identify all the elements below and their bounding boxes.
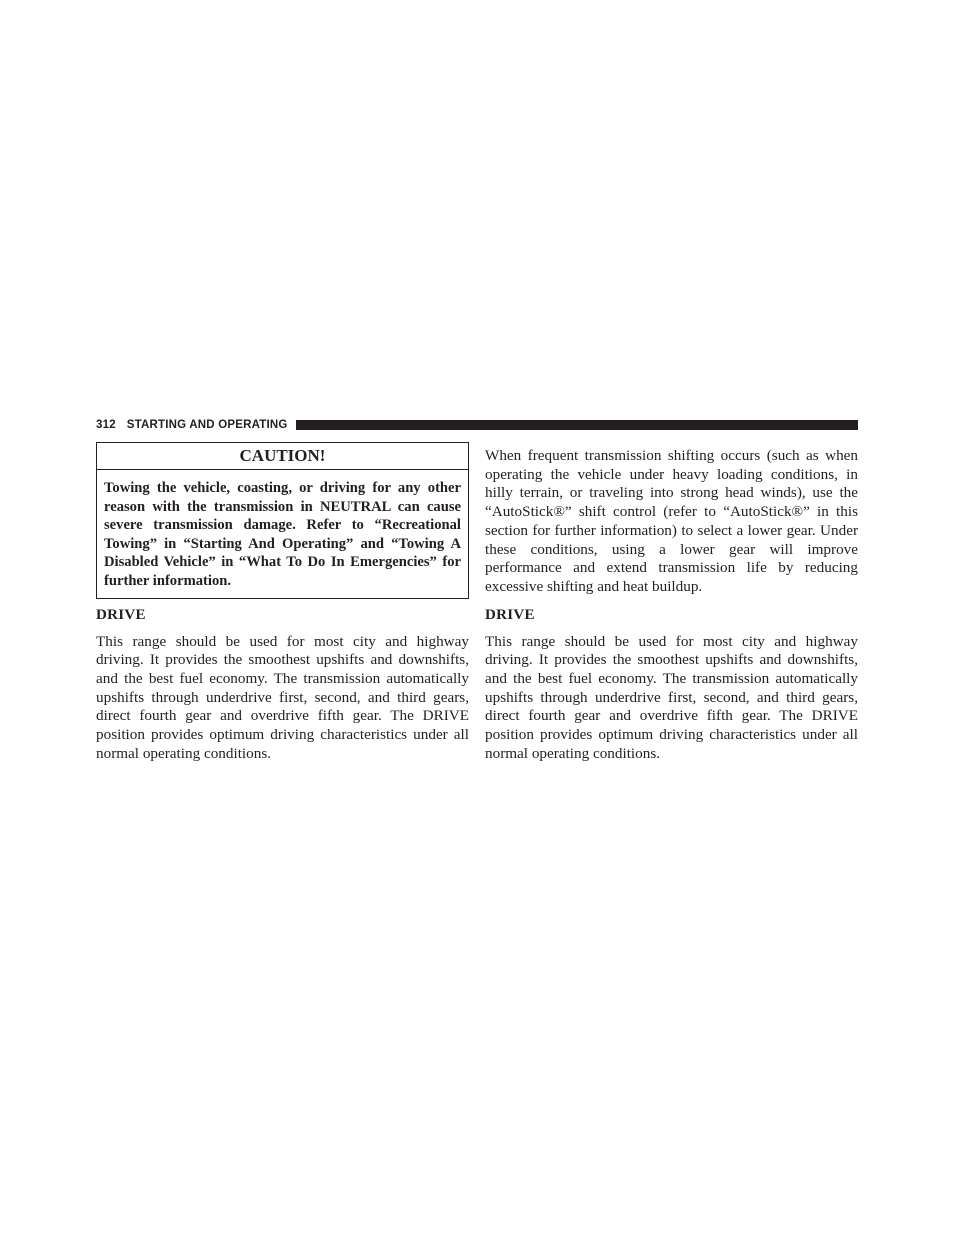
section-title: STARTING AND OPERATING [126, 419, 288, 431]
shifting-paragraph: When frequent transmission shifting occurs (such as when operating the vehicle under heavy loading conditions, in hilly terrain, or traveling into strong head winds), use the “AutoStick®” shift control (refer to “AutoStick®” in this section for further information) to select a lower gear. Under these conditions, using a lower gear will improve performance and extend transmission life by reducing excessive shifting and heat buildup. [485, 447, 858, 595]
right-column [485, 438, 858, 764]
drive-paragraph-left: This range should be used for most city and highway driving. It provides the smoothest upshifts and downshifts, and the best fuel economy. The transmission automatically upshifts through underdrive first, second, and third gears, direct fourth gear and overdrive fifth gear. The DRIVE position provides optimum driving characteristics under all normal operating conditions. [96, 632, 469, 762]
page-header [96, 417, 858, 433]
caution-text: Towing the vehicle, coasting, or driving for any other reason with the transmission in NEUTRAL can cause severe transmission damage. Refer to “Recreational Towing” in “Starting And Operating” and “Towing A Disabled Vehicle” in “What To Do In Emergencies” for further information. [104, 480, 461, 589]
drive-heading-right: DRIVE [485, 606, 535, 623]
drive-heading-left: DRIVE [96, 606, 146, 623]
caution-box [96, 442, 469, 599]
header-rule [296, 420, 858, 430]
caution-title: CAUTION! [97, 443, 468, 470]
drive-paragraph-right: This range should be used for most city and highway driving. It provides the smoothest upshifts and downshifts, and the best fuel economy. The transmission automatically upshifts through underdrive first, second, and third gears, direct fourth gear and overdrive fifth gear. The DRIVE position provides optimum driving characteristics under all normal operating conditions. [485, 632, 858, 762]
left-column [96, 442, 469, 763]
page-number: 312 [96, 419, 116, 431]
